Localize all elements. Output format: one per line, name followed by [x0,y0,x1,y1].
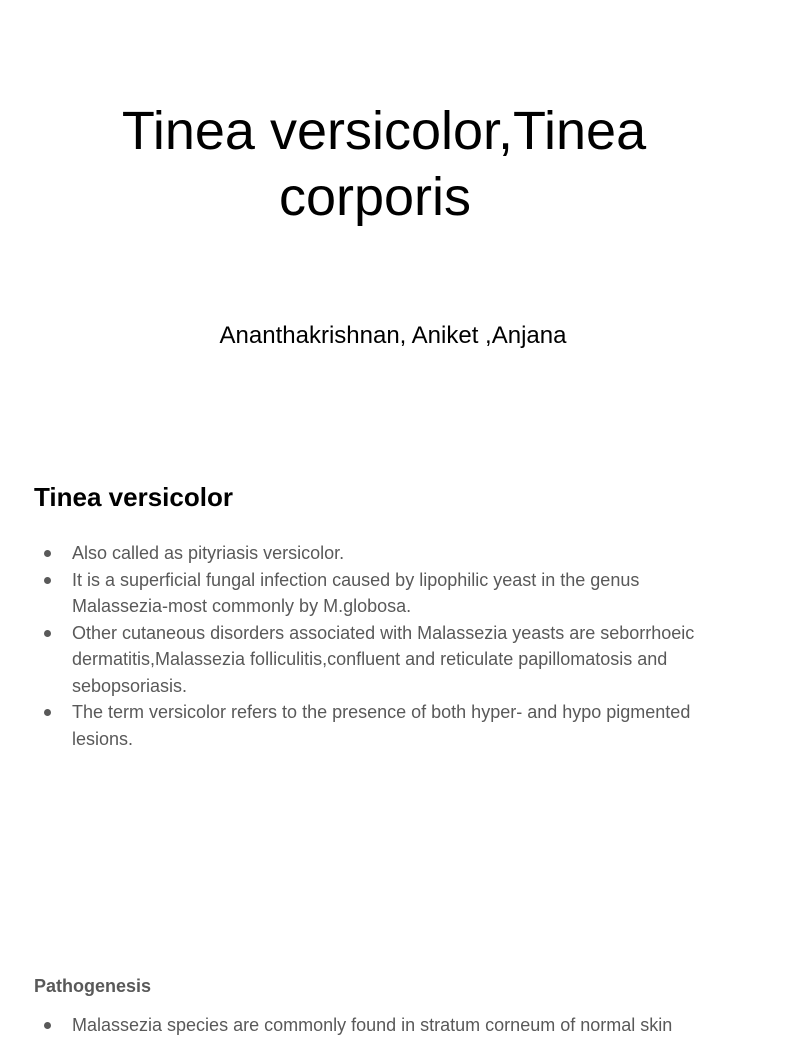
slide-heading: Tinea versicolor [34,482,233,512]
list-item [34,567,738,620]
list-item [34,620,738,700]
bullet-icon [44,577,51,584]
title-line-2: corporis [278,167,472,227]
list-item [34,1012,738,1039]
bullet-icon [44,550,51,557]
tinea-versicolor-slide [0,432,768,864]
bullet-icon [44,709,51,716]
pathogenesis-slide [0,864,768,1035]
title-line-1: Tinea versicolor,Tinea [121,101,647,161]
list-item-text: Also called as pityriasis versicolor. [72,543,345,563]
list-item-text: Malassezia species are commonly found in stratum corneum of normal skin [72,1015,673,1035]
list-item-text: It is a superficial fungal infection caused by lipophilic yeast in the genus Malassezia-most commonly by M.globosa. [72,569,640,616]
presentation-title [0,98,768,230]
title-slide [0,0,768,432]
authors-subtitle: Ananthakrishnan, Aniket ,Anjana [219,322,567,349]
slide-heading: Pathogenesis [34,976,152,996]
bullet-icon [44,1022,51,1029]
list-item-text: The term versicolor refers to the presence of both hyper- and hypo pigmented lesions. [72,702,691,749]
bullet-list [34,540,738,752]
list-item [34,699,738,752]
list-item [34,540,738,567]
bullet-icon [44,630,51,637]
list-item-text: Other cutaneous disorders associated with Malassezia yeasts are seborrhoeic dermatitis,Malassezia folliculitis,confluent and reticulate papillomatosis and sebopsoriasis. [72,622,695,696]
bullet-list [34,1012,738,1039]
